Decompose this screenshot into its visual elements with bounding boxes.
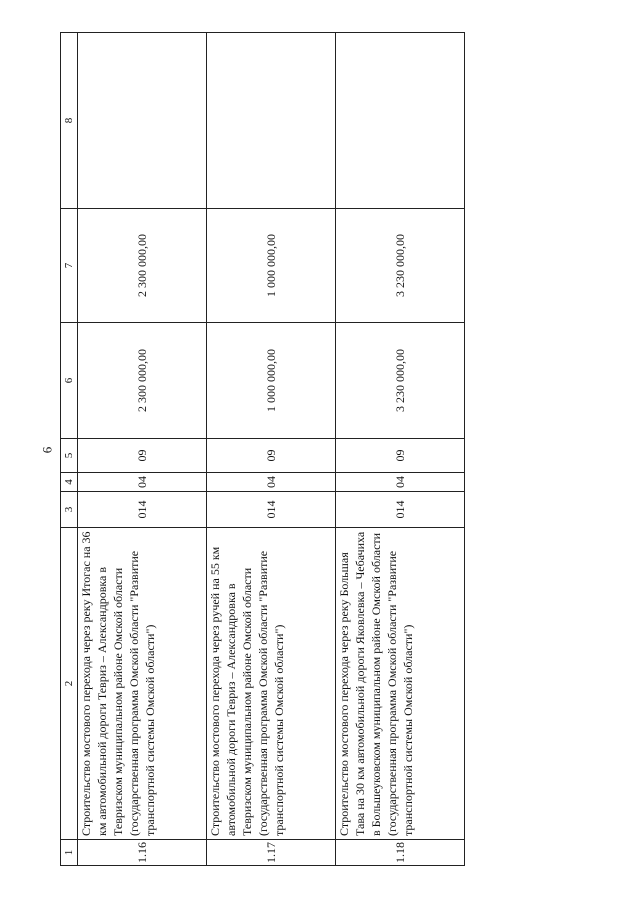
cell-amount-6: 2 300 000,00 — [78, 323, 207, 439]
column-header-3: 3 — [61, 492, 78, 528]
cell-code-5: 09 — [78, 439, 207, 473]
budget-table-rotated — [60, 33, 464, 866]
cell-code-3: 014 — [78, 492, 207, 528]
row-description: Строительство мостового перехода через реку Итогас на 36 км автомобильной дороги Тевриз – Александровка в Тевризском муниципальном районе Омской области (государственная программа Омской области "Развитие транспортной системы Омской области") — [78, 528, 207, 840]
row-number: 1.18 — [336, 840, 465, 866]
table-row — [336, 33, 465, 866]
column-header-2: 2 — [61, 528, 78, 840]
row-number: 1.17 — [207, 840, 336, 866]
cell-amount-7: 3 230 000,00 — [336, 209, 465, 323]
cell-amount-6: 1 000 000,00 — [207, 323, 336, 439]
cell-col-8 — [78, 33, 207, 209]
cell-code-4: 04 — [336, 473, 465, 492]
cell-code-3: 014 — [207, 492, 336, 528]
row-description: Строительство мостового перехода через ручей на 55 км автомобильной дороги Тевриз – Александровка в Тевризском муниципальном районе Омской области (государственная программа Омской области "Развитие транспортной системы Омской области") — [207, 528, 336, 840]
cell-col-8 — [207, 33, 336, 209]
column-header-8: 8 — [61, 33, 78, 209]
column-header-5: 5 — [61, 439, 78, 473]
cell-amount-7: 2 300 000,00 — [78, 209, 207, 323]
cell-amount-7: 1 000 000,00 — [207, 209, 336, 323]
cell-amount-6: 3 230 000,00 — [336, 323, 465, 439]
column-header-7: 7 — [61, 209, 78, 323]
column-header-4: 4 — [61, 473, 78, 492]
cell-code-5: 09 — [336, 439, 465, 473]
cell-code-5: 09 — [207, 439, 336, 473]
cell-col-8 — [336, 33, 465, 209]
table-row — [78, 33, 207, 866]
budget-table — [60, 32, 465, 866]
column-header-1: 1 — [61, 840, 78, 866]
column-header-6: 6 — [61, 323, 78, 439]
cell-code-4: 04 — [207, 473, 336, 492]
page-number: 6 — [39, 446, 55, 454]
row-number: 1.16 — [78, 840, 207, 866]
cell-code-3: 014 — [336, 492, 465, 528]
header-row — [61, 33, 78, 866]
budget-table-wrapper — [60, 33, 464, 866]
table-row — [207, 33, 336, 866]
row-description: Строительство мостового перехода через реку Большая Тава на 30 км автомобильной дороги Яковлевка – Чебачиха в Большеуковском муниципальном районе Омской области (государственная программа Омской области "Развитие транспортной системы Омской области") — [336, 528, 465, 840]
cell-code-4: 04 — [78, 473, 207, 492]
